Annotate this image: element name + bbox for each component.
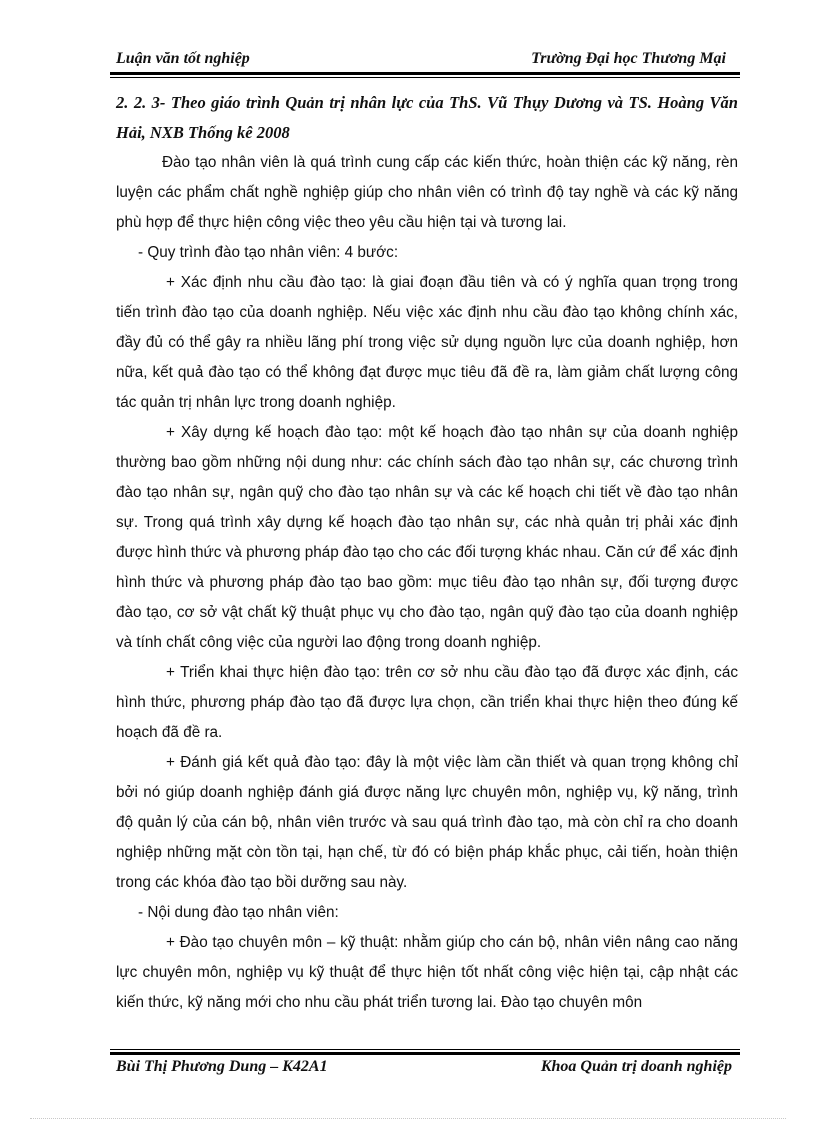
paragraph-step-evaluate: + Đánh giá kết quả đào tạo: đây là một việc làm cần thiết và quan trọng không chỉ bởi nó giúp doanh nghiệp đánh giá được năng lực chuyên môn, nghiệp vụ, kỹ năng, trình độ quản lý của cán bộ, nhân viên trước và sau quá trình đào tạo, mà còn chỉ ra cho doanh nghiệp những mặt còn tồn tại, hạn chế, từ đó có biện pháp khắc phục, cải tiến, hoàn thiện trong các khóa đào tạo bồi dưỡng sau này.: [116, 754, 738, 891]
page-edge-divider: [30, 1118, 786, 1119]
paragraph-technical-training: + Đào tạo chuyên môn – kỹ thuật: nhằm giúp cho cán bộ, nhân viên nâng cao năng lực chuyên môn, nghiệp vụ kỹ thuật để thực hiện tốt nhất công việc hiện tại, cập nhật các kiến thức, kỹ năng mới cho nhu cầu phát triển tương lai. Đào tạo chuyên môn: [116, 934, 738, 1011]
paragraph-step-plan: + Xây dựng kế hoạch đào tạo: một kế hoạch đào tạo nhân sự của doanh nghiệp thường bao gồm những nội dung như: các chính sách đào tạo nhân sự, các chương trình đào tạo nhân sự, ngân quỹ cho đào tạo nhân sự và các kế hoạch chi tiết về đào tạo nhân sự. Trong quá trình xây dựng kế hoạch đào tạo nhân sự, các nhà quản trị phải xác định được hình thức và phương pháp đào tạo cho các đối tượng khác nhau. Căn cứ để xác định hình thức và phương pháp đào tạo bao gồm: mục tiêu đào tạo nhân sự, đối tượng được đào tạo, cơ sở vật chất kỹ thuật phục vụ cho đào tạo, ngân quỹ đào tạo của doanh nghiệp và tính chất công việc của người lao động trong doanh nghiệp.: [116, 424, 738, 651]
page-footer: [110, 1056, 740, 1082]
paragraph-step-needs: + Xác định nhu cầu đào tạo: là giai đoạn đầu tiên và có ý nghĩa quan trọng trong tiến trình đào tạo của doanh nghiệp. Nếu việc xác định nhu cầu đào tạo không chính xác, đầy đủ có thể gây ra nhiều lãng phí trong việc sử dụng nguồn lực của doanh nghiệp, hơn nữa, kết quả đào tạo có thể không đạt được mục tiêu đã đề ra, làm giảm chất lượng công tác quản trị nhân lực trong doanh nghiệp.: [116, 274, 738, 411]
paragraph-process-heading: - Quy trình đào tạo nhân viên: 4 bước:: [138, 244, 399, 261]
header-rule: [110, 72, 740, 78]
paragraph-step-implement: + Triển khai thực hiện đào tạo: trên cơ sở nhu cầu đào tạo đã được xác định, các hình thức, phương pháp đào tạo đã được lựa chọn, cần triển khai thực hiện theo đúng kế hoạch đã đề ra.: [116, 664, 738, 741]
document-body: [116, 88, 738, 1018]
header-thesis-label: Luận văn tốt nghiệp: [116, 50, 250, 67]
header-university: Trường Đại học Thương Mại: [531, 50, 726, 67]
paragraph-intro: Đào tạo nhân viên là quá trình cung cấp các kiến thức, hoàn thiện các kỹ năng, rèn luyện các phẩm chất nghề nghiệp giúp cho nhân viên có trình độ tay nghề và các kỹ năng phù hợp để thực hiện công việc theo yêu cầu hiện tại và tương lai.: [116, 154, 738, 231]
footer-author: Bùi Thị Phương Dung – K42A1: [116, 1058, 328, 1075]
page-header: [110, 46, 740, 72]
footer-faculty: Khoa Quản trị doanh nghiệp: [540, 1058, 732, 1075]
paragraph-content-heading: - Nội dung đào tạo nhân viên:: [138, 904, 339, 921]
footer-rule: [110, 1049, 740, 1055]
section-heading: 2. 2. 3- Theo giáo trình Quản trị nhân lực của ThS. Vũ Thụy Dương và TS. Hoàng Văn Hải, NXB Thống kê 2008: [116, 93, 738, 142]
